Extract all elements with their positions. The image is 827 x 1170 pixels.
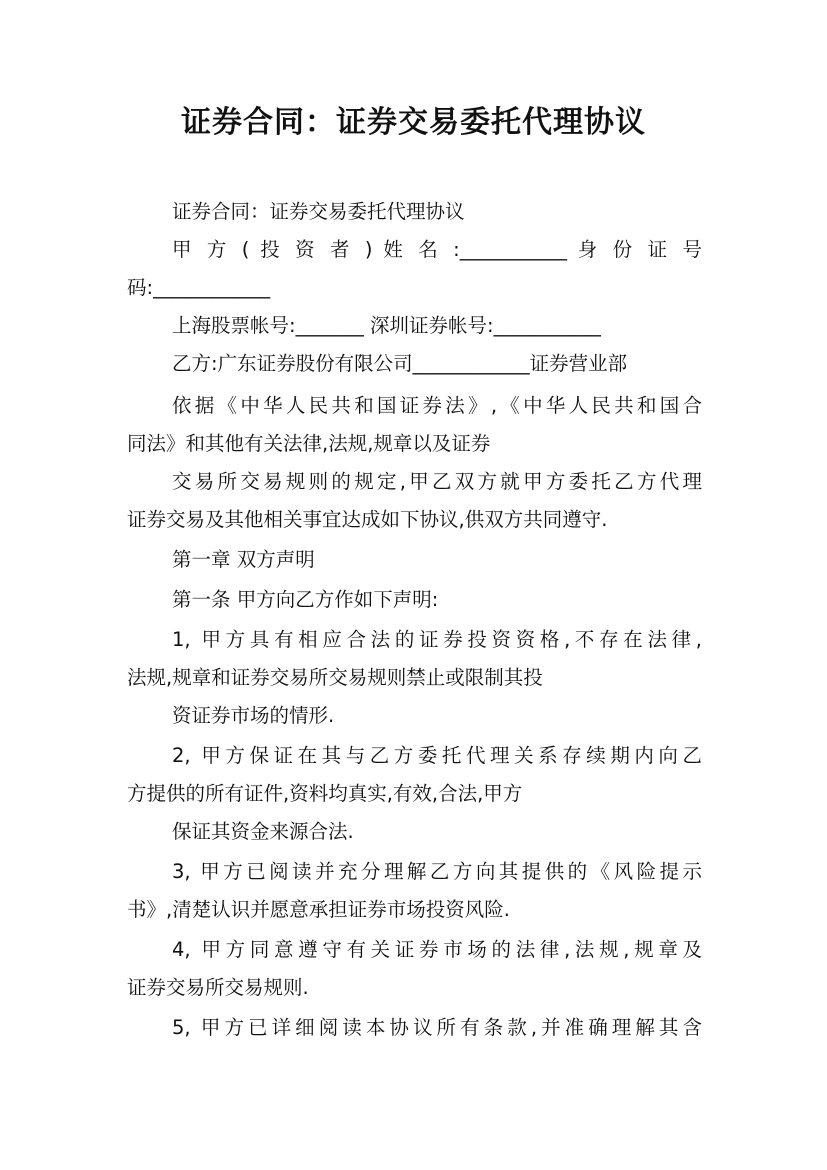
body-line: 保证其资金来源合法. (172, 820, 354, 843)
body-line: 码:____________ (127, 276, 271, 299)
body-line: 证券交易所交易规则. (127, 976, 309, 999)
body-line: 资证券市场的情形. (172, 704, 335, 727)
body-line: 法规,规章和证券交易所交易规则禁止或限制其投 (127, 666, 543, 689)
body-line: 4, 甲方同意遵守有关证券市场的法律,法规,规章及 (172, 938, 702, 961)
body-line: 3, 甲方已阅读并充分理解乙方向其提供的《风险提示 (172, 860, 702, 883)
document-title: 证券合同：证券交易委托代理协议 (181, 105, 646, 140)
body-line: 证券合同：证券交易委托代理协议 (172, 200, 465, 223)
body-line: 同法》和其他有关法律,法规,规章以及证券 (127, 432, 491, 455)
body-line: 交易所交易规则的规定,甲乙双方就甲方委托乙方代理 (172, 470, 702, 493)
body-line: 乙方:广东证券股份有限公司____________证券营业部 (172, 352, 628, 375)
body-line: 证券交易及其他相关事宜达成如下协议,供双方共同遵守. (127, 508, 608, 531)
article-heading: 第一条 甲方向乙方作如下声明: (172, 588, 439, 611)
body-line: 甲 方 ( 投 资 者 ) 姓 名 :___________ 身 份 证 号 (172, 238, 702, 261)
body-line: 方提供的所有证件,资料均真实,有效,合法,甲方 (127, 782, 523, 805)
body-line: 依据《中华人民共和国证券法》,《中华人民共和国合 (172, 394, 702, 417)
body-line: 书》,清楚认识并愿意承担证券市场投资风险. (127, 898, 510, 921)
body-line: 5, 甲方已详细阅读本协议所有条款,并准确理解其含 (172, 1016, 702, 1039)
body-line: 上海股票帐号:_______ 深圳证券帐号:___________ (172, 314, 601, 337)
body-line: 2, 甲方保证在其与乙方委托代理关系存续期内向乙 (172, 744, 702, 767)
chapter-heading: 第一章 双方声明 (172, 548, 315, 571)
body-line: 1, 甲方具有相应合法的证券投资资格,不存在法律, (172, 628, 702, 651)
